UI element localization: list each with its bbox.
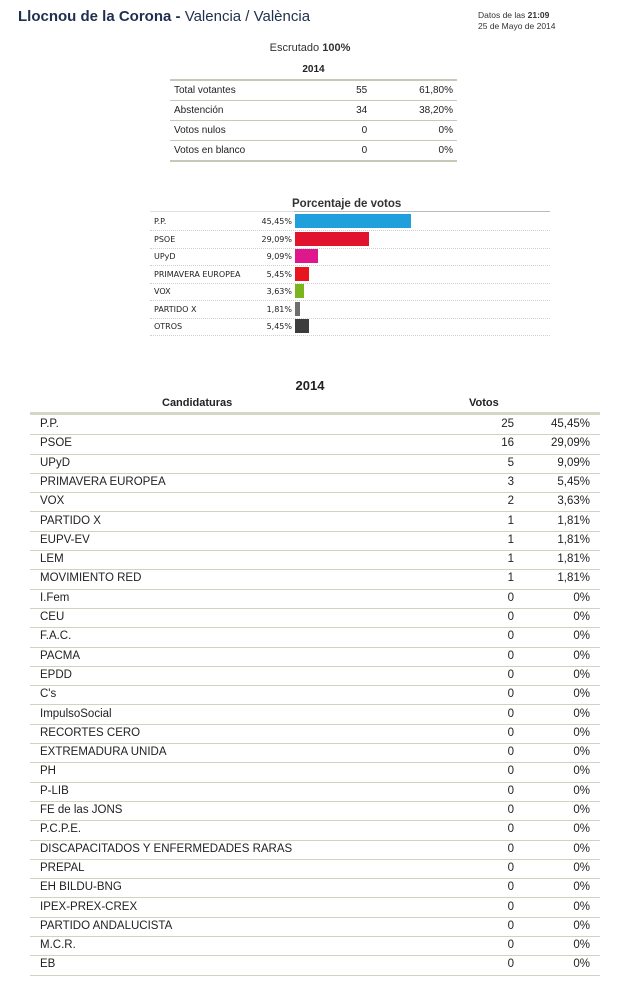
summary-label: Votos nulos <box>170 121 332 141</box>
table-row <box>30 878 600 898</box>
votes-percentage: 0% <box>573 842 590 855</box>
table-row <box>30 898 600 918</box>
candidatura-name: PH <box>40 765 56 778</box>
summary-row <box>170 141 457 162</box>
votes-count: 0 <box>507 919 514 932</box>
escrutado-value: 100% <box>322 42 351 54</box>
chart-bar <box>295 214 411 228</box>
votes-percentage: 1,81% <box>557 553 590 566</box>
table-row <box>30 820 600 840</box>
candidatura-name: IPEX-PREX-CREX <box>40 900 138 913</box>
candidatura-name: VOX <box>40 495 65 508</box>
summary-pct: 38,20% <box>371 101 457 121</box>
table-row <box>30 569 600 589</box>
candidatura-name: P.C.P.E. <box>40 823 82 836</box>
candidatura-name: PARTIDO X <box>40 514 101 527</box>
candidatura-name: RECORTES CERO <box>40 726 141 739</box>
votes-percentage: 0% <box>573 688 590 701</box>
summary-label: Abstención <box>170 101 332 121</box>
candidatura-name: DISCAPACITADOS Y ENFERMEDADES RARAS <box>40 842 293 855</box>
votes-percentage: 0% <box>573 861 590 874</box>
votes-percentage: 0% <box>573 765 590 778</box>
chart-category-label: PRIMAVERA EUROPEA <box>154 269 241 279</box>
votes-count: 0 <box>507 823 514 836</box>
table-row <box>30 859 600 879</box>
chart-row <box>150 231 550 249</box>
table-row <box>30 840 600 860</box>
votes-percentage: 0% <box>573 630 590 643</box>
candidatura-name: PREPAL <box>40 861 85 874</box>
votes-count: 0 <box>507 784 514 797</box>
votes-percentage: 0% <box>573 668 590 681</box>
votes-percentage: 0% <box>573 746 590 759</box>
table-row <box>30 917 600 937</box>
table-row <box>30 415 600 435</box>
page-title <box>18 8 310 25</box>
chart-bar <box>295 284 304 298</box>
candidatura-name: EH BILDU-BNG <box>40 881 122 894</box>
summary-row <box>170 80 457 101</box>
table-row <box>30 724 600 744</box>
votes-percentage: 0% <box>573 900 590 913</box>
table-row <box>30 531 600 551</box>
candidatura-name: LEM <box>40 553 64 566</box>
chart-bar <box>295 319 309 333</box>
table-row <box>30 647 600 667</box>
chart-row <box>150 318 550 336</box>
chart-value-label: 3,63% <box>266 287 292 296</box>
candidatura-name: F.A.C. <box>40 630 72 643</box>
datos-label: Datos de las <box>478 10 526 20</box>
table-row <box>30 627 600 647</box>
candidatura-name: CEU <box>40 611 65 623</box>
votes-percentage: 0% <box>573 804 590 816</box>
votes-count: 0 <box>507 881 514 894</box>
votes-percentage: 0% <box>573 707 590 720</box>
votes-count: 1 <box>507 533 514 546</box>
votes-count: 0 <box>507 900 514 913</box>
votes-count: 0 <box>507 649 514 662</box>
votes-percentage: 0% <box>573 591 590 604</box>
chart-category-label: PARTIDO X <box>154 304 197 314</box>
votes-count: 16 <box>501 437 514 450</box>
votes-count: 0 <box>507 611 514 623</box>
chart-value-label: 5,45% <box>266 322 292 331</box>
chart-category-label: VOX <box>154 287 171 296</box>
votes-percentage: 45,45% <box>550 418 590 430</box>
votes-count: 2 <box>507 495 514 508</box>
votes-count: 0 <box>507 707 514 720</box>
votes-count: 25 <box>501 418 514 430</box>
table-row <box>30 454 600 474</box>
table-row <box>30 492 600 512</box>
votes-count: 0 <box>507 630 514 643</box>
summary-label: Total votantes <box>170 80 332 101</box>
summary-count: 34 <box>332 101 371 121</box>
votes-count: 0 <box>507 688 514 701</box>
chart-bar <box>295 249 318 263</box>
summary-pct: 0% <box>371 141 457 162</box>
chart-value-label: 5,45% <box>266 269 292 279</box>
candidatura-name: C's <box>40 688 57 701</box>
candidatura-name: PARTIDO ANDALUCISTA <box>40 919 173 932</box>
table-row <box>30 782 600 802</box>
chart-value-label: 45,45% <box>261 217 292 226</box>
results-year: 2014 <box>295 378 325 393</box>
chart-bar <box>295 267 309 281</box>
table-row <box>30 473 600 493</box>
chart-row <box>150 301 550 319</box>
candidatura-name: P.P. <box>40 418 59 430</box>
votes-percentage: 29,09% <box>550 437 590 450</box>
chart-category-label: PSOE <box>154 234 176 244</box>
votes-percentage: 1,81% <box>557 514 590 527</box>
summary-label: Votos en blanco <box>170 141 332 162</box>
votes-count: 1 <box>507 514 514 527</box>
summary-pct: 61,80% <box>371 80 457 101</box>
votes-percentage: 9,09% <box>557 456 590 469</box>
chart-row <box>150 248 550 266</box>
update-info <box>478 10 556 32</box>
candidatura-name: UPyD <box>40 456 71 469</box>
votes-count: 0 <box>507 765 514 778</box>
chart-title: Porcentaje de votos <box>292 198 402 210</box>
chart-category-label: UPyD <box>154 252 176 261</box>
votes-percentage: 0% <box>573 726 590 739</box>
table-row <box>30 434 600 454</box>
update-time: 21:09 <box>527 10 550 20</box>
summary-count: 0 <box>332 141 371 162</box>
votes-count: 3 <box>507 475 514 488</box>
summary-table <box>170 60 457 162</box>
votes-count: 0 <box>507 746 514 759</box>
table-row <box>30 705 600 725</box>
chart-value-label: 29,09% <box>261 234 292 244</box>
candidatura-name: EB <box>40 958 56 971</box>
votes-percentage: 0% <box>573 784 590 797</box>
candidatura-name: P-LIB <box>40 784 69 797</box>
chart-row <box>150 283 550 301</box>
votes-count: 1 <box>507 572 514 585</box>
table-row <box>30 512 600 532</box>
votes-percentage: 0% <box>573 919 590 932</box>
chart-axis-line <box>294 211 550 212</box>
summary-row <box>170 121 457 141</box>
votes-percentage: 0% <box>573 958 590 971</box>
votes-count: 0 <box>507 591 514 604</box>
votes-count: 0 <box>507 804 514 816</box>
chart-bar <box>295 302 300 316</box>
title-separator: - <box>171 8 185 25</box>
place-name: Llocnou de la Corona <box>18 8 172 25</box>
votes-count: 0 <box>507 939 514 952</box>
table-row <box>30 550 600 570</box>
candidatura-name: EXTREMADURA UNIDA <box>40 746 167 759</box>
candidatura-name: PSOE <box>40 437 72 450</box>
table-row <box>30 685 600 705</box>
chart-bar <box>295 232 369 246</box>
table-row <box>30 936 600 956</box>
col-header-candidaturas: Candidaturas <box>162 397 233 409</box>
chart-category-label: OTROS <box>154 322 183 331</box>
candidatura-name: PACMA <box>40 649 81 662</box>
summary-year: 2014 <box>170 60 457 80</box>
candidatura-name: EPDD <box>40 668 72 681</box>
votes-percentage: 1,81% <box>557 572 590 585</box>
votes-percentage: 3,63% <box>557 495 590 508</box>
votes-percentage: 5,45% <box>557 475 590 488</box>
votes-percentage: 0% <box>573 881 590 894</box>
chart-value-label: 9,09% <box>266 252 292 261</box>
candidatura-name: M.C.R. <box>40 939 76 952</box>
votes-percentage: 0% <box>573 611 590 623</box>
candidatura-name: I.Fem <box>40 591 70 604</box>
votes-percentage: 0% <box>573 939 590 952</box>
table-row <box>30 608 600 628</box>
table-row <box>30 955 600 975</box>
candidatura-name: EUPV-EV <box>40 533 90 546</box>
summary-count: 0 <box>332 121 371 141</box>
region-name: Valencia / València <box>184 8 311 25</box>
votes-count: 0 <box>507 668 514 681</box>
chart-row <box>150 213 550 231</box>
candidatura-name: FE de las JONS <box>40 804 123 816</box>
votes-count: 5 <box>507 456 514 469</box>
table-row <box>30 666 600 686</box>
escrutado-label: Escrutado <box>269 42 320 54</box>
summary-row <box>170 101 457 121</box>
col-header-votos: Votos <box>469 397 499 409</box>
votes-count: 0 <box>507 726 514 739</box>
votes-percentage: 0% <box>573 823 590 836</box>
votes-percentage: 0% <box>573 649 590 662</box>
table-row <box>30 762 600 782</box>
chart-row <box>150 266 550 284</box>
table-row <box>30 589 600 609</box>
votes-percentage: 1,81% <box>557 533 590 546</box>
chart-value-label: 1,81% <box>266 304 292 314</box>
votes-count: 0 <box>507 842 514 855</box>
summary-pct: 0% <box>371 121 457 141</box>
table-row <box>30 743 600 763</box>
candidatura-name: MOVIMIENTO RED <box>40 572 142 585</box>
escrutado-status <box>0 42 620 54</box>
candidatura-name: ImpulsoSocial <box>40 707 112 720</box>
chart-category-label: P.P. <box>154 217 167 226</box>
votes-count: 0 <box>507 861 514 874</box>
update-date: 25 de Mayo de 2014 <box>478 21 556 31</box>
votes-count: 0 <box>507 958 514 971</box>
table-row <box>30 801 600 821</box>
summary-count: 55 <box>332 80 371 101</box>
candidatura-name: PRIMAVERA EUROPEA <box>40 475 166 488</box>
votes-count: 1 <box>507 553 514 566</box>
